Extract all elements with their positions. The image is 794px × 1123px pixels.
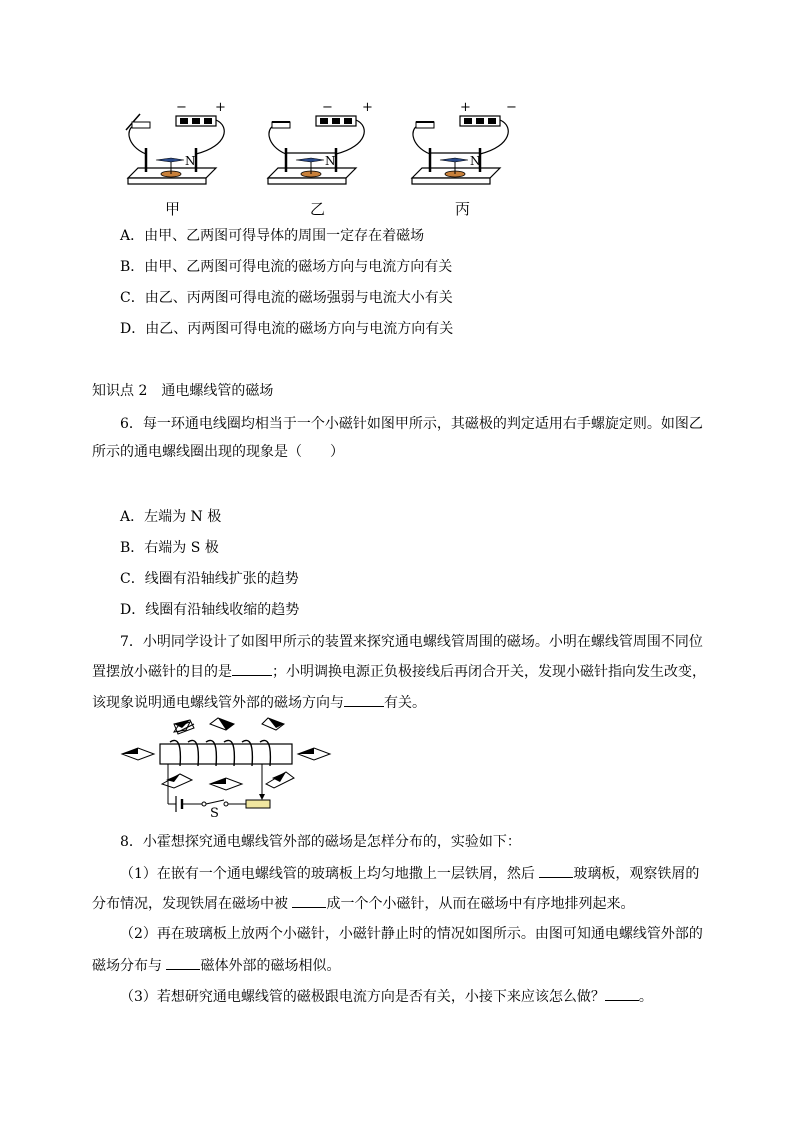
q8-part2-line2 (92, 955, 340, 976)
section-title: 知识点 2 通电螺线管的磁场 (92, 383, 274, 399)
pole-sign-3: − (322, 100, 333, 115)
q5-option-d: D．由乙、丙两图可得电流的磁场方向与电流方向有关 (120, 321, 454, 337)
needle-label-3: N (470, 154, 481, 168)
caption-yi: 乙 (310, 200, 326, 218)
pole-sign-4: + (362, 100, 373, 115)
q7-stem-line2 (92, 661, 706, 682)
q8-text-1d: 成一个个小磁针，从而在磁场中有序地排列起来。 (326, 896, 635, 912)
q7-text-2b: ；小明调换电源正负极接线后再闭合开关，发现小磁针指向发生改变， (272, 664, 706, 680)
q7-blank-2[interactable] (344, 692, 384, 707)
solenoid (160, 740, 292, 766)
q7-text-3b: 有关。 (384, 695, 426, 711)
pole-sign-5: + (460, 100, 471, 115)
q7-stem-line1: 7．小明同学设计了如图甲所示的装置来探究通电螺线管周围的磁场。小明在螺线管周围不同位 (120, 634, 703, 650)
compass-needle-right (298, 748, 330, 760)
caption-bing: 丙 (455, 200, 471, 218)
q6-stem-line2: 所示的通电螺线圈出现的现象是（ ） (92, 444, 344, 460)
q6-option-a: A．左端为 N 极 (120, 509, 222, 525)
q8-text-2c: 磁体外部的磁场相似。 (200, 958, 341, 974)
q5-option-a: A．由甲、乙两图可得导体的周围一定存在着磁场 (120, 228, 425, 244)
apparatus-bing (412, 116, 508, 184)
q5-option-b: B．由甲、乙两图可得电流的磁场方向与电流方向有关 (120, 259, 453, 275)
pole-sign-6: − (506, 100, 517, 115)
pole-sign-2: + (215, 100, 226, 115)
q6-stem-line1: 6．每一环通电线圈均相当于一个小磁针如图甲所示，其磁极的判定适用右手螺旋定则。如图乙 (120, 416, 703, 432)
q8-part2-line1: （2）再在玻璃板上放两个小磁针，小磁针静止时的情况如图所示。由图可知通电螺线管外部的 (120, 926, 703, 942)
caption-jia: 甲 (165, 200, 181, 218)
q7-text-2a: 置摆放小磁针的目的是 (92, 664, 232, 680)
pole-sign-1: − (176, 100, 187, 115)
apparatus-jia (126, 114, 224, 184)
q7-stem-line3 (92, 692, 426, 713)
q8-blank-4[interactable] (605, 986, 639, 1001)
q8-part1-line1 (120, 863, 699, 884)
q8-blank-3[interactable] (166, 955, 200, 970)
q8-text-2b: 磁场分布与 (92, 958, 167, 974)
q8-text-1b: 玻璃板，观察铁屑的 (573, 866, 700, 882)
q6-option-c: C．线圈有沿轴线扩张的趋势 (120, 571, 299, 587)
solenoid-compass-figure (118, 714, 338, 820)
q8-intro: 8．小霍想探究通电螺线管外部的磁场是怎样分布的，实验如下： (120, 834, 521, 850)
q8-part1-line2 (92, 893, 634, 914)
needle-label-2: N (325, 154, 336, 168)
q6-option-d: D．线圈有沿轴线收缩的趋势 (120, 602, 300, 618)
q8-blank-2[interactable] (292, 893, 326, 908)
q8-text-3b: 。 (638, 989, 653, 1005)
q7-blank-1[interactable] (232, 661, 272, 676)
q5-option-c: C．由乙、丙两图可得电流的磁场强弱与电流大小有关 (120, 290, 453, 306)
q8-text-1a: （1）在嵌有一个通电螺线管的玻璃板上均匀地撒上一层铁屑，然后 (120, 866, 540, 882)
switch-label: S (210, 806, 219, 821)
q7-text-3a: 该现象说明通电螺线管外部的磁场方向与 (92, 695, 344, 711)
circuit (168, 764, 270, 812)
q6-option-b: B．右端为 S 极 (120, 540, 219, 556)
compass-needle-left (122, 748, 154, 760)
apparatus-yi (268, 116, 364, 184)
q8-blank-1[interactable] (539, 863, 573, 878)
q8-text-1c: 分布情况，发现铁屑在磁场中被 (92, 896, 293, 912)
needle-label-1: N (185, 154, 196, 168)
q8-part3 (120, 986, 653, 1007)
q8-text-3a: （3）若想研究通电螺线管的磁极跟电流方向是否有关，小接下来应该怎么做？ (120, 989, 605, 1005)
